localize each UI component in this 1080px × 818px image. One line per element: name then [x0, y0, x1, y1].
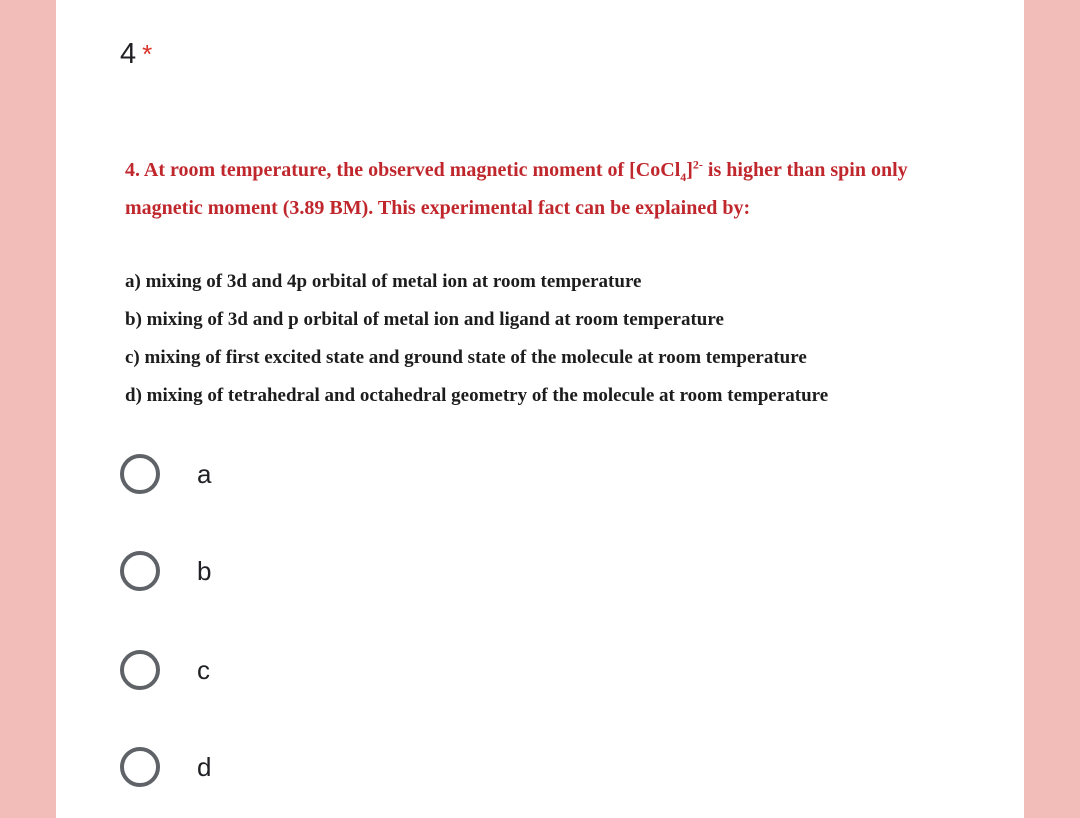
- radio-button-icon[interactable]: [120, 650, 160, 690]
- required-asterisk: *: [142, 39, 153, 69]
- choice-d[interactable]: [120, 742, 211, 792]
- option-text-b: b) mixing of 3d and p orbital of metal ion and ligand at room temperature: [125, 309, 724, 330]
- choice-label: a: [197, 458, 212, 489]
- choice-label: d: [197, 751, 212, 782]
- choice-a[interactable]: [120, 449, 211, 499]
- choice-b[interactable]: [120, 546, 211, 596]
- radio-button-icon[interactable]: [120, 551, 160, 591]
- radio-button-icon[interactable]: [120, 747, 160, 787]
- stem-text-2: ]: [686, 159, 693, 181]
- choice-label: b: [197, 555, 212, 586]
- choice-c[interactable]: [120, 645, 210, 695]
- stem-superscript: 2-: [692, 157, 703, 172]
- stem-text-3: is higher than spin only magnetic moment (3.89 BM). This experimental fact can be explained by:: [125, 159, 908, 219]
- option-text-d: d) mixing of tetrahedral and octahedral geometry of the molecule at room temperature: [125, 385, 829, 406]
- question-number: 4: [120, 38, 137, 70]
- question-stem: [125, 151, 985, 227]
- option-text-c: c) mixing of first excited state and ground state of the molecule at room temperature: [125, 347, 807, 368]
- choice-label: c: [197, 654, 210, 685]
- question-card: [56, 0, 1024, 818]
- stem-subscript: 4: [680, 170, 687, 184]
- option-text-a: a) mixing of 3d and 4p orbital of metal ion at room temperature: [125, 271, 642, 292]
- stem-text-1: 4. At room temperature, the observed magnetic moment of [CoCl: [125, 159, 681, 181]
- options-description: [125, 265, 1005, 417]
- question-title: [120, 36, 152, 72]
- radio-button-icon[interactable]: [120, 454, 160, 494]
